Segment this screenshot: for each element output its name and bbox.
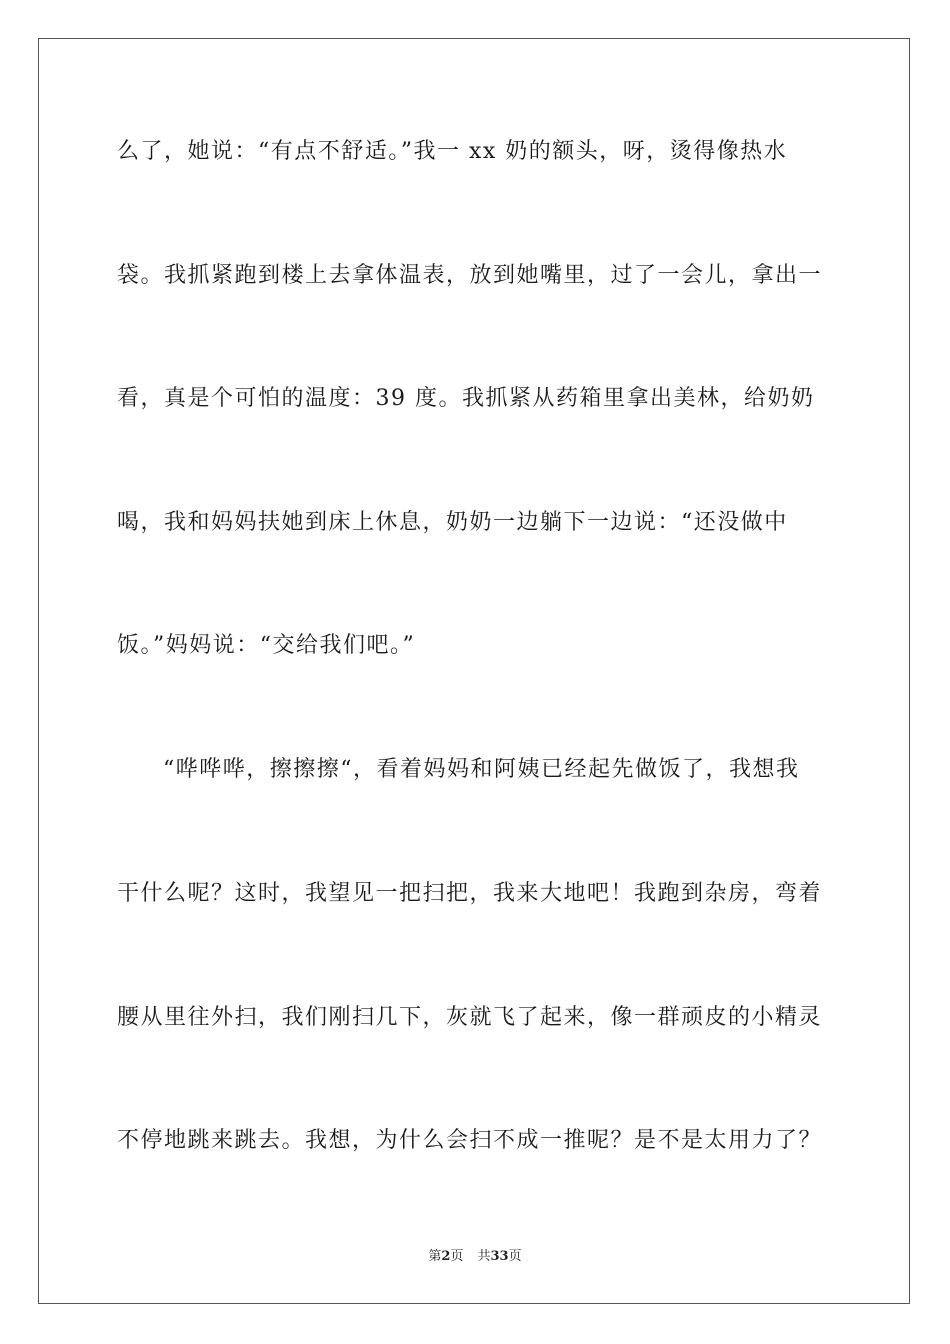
total-suffix: 页 — [508, 1249, 522, 1264]
text-line: 腰从里往外扫，我们刚扫几下，灰就飞了起来，像一群顽皮的小精灵 — [117, 1005, 823, 1030]
text-line: 看，真是个可怕的温度：39 度。我抓紧从药箱里拿出美林，给奶奶 — [117, 386, 815, 411]
total-pages: 33 — [490, 1249, 509, 1264]
text-line: 干什么呢？这时，我望见一把扫把，我来大地吧！我跑到杂房，弯着 — [117, 881, 823, 906]
text-line: 不停地跳来跳去。我想，为什么会扫不成一推呢？是不是太用力了？ — [117, 1128, 823, 1153]
text-line: 饭。”妈妈说：“交给我们吧。” — [117, 633, 416, 658]
paragraph-first-line: “哗哗哗，擦擦擦“，看着妈妈和阿姨已经起先做饭了，我想我 — [163, 757, 800, 782]
text-line: 么了，她说：“有点不舒适。”我一 xx 奶的额头，呀，烫得像热水 — [117, 139, 788, 164]
page-footer — [0, 1248, 950, 1266]
page-border — [38, 38, 910, 1304]
text-line: 袋。我抓紧跑到楼上去拿体温表，放到她嘴里，过了一会儿，拿出一 — [117, 263, 823, 288]
text-line: 喝，我和妈妈扶她到床上休息，奶奶一边躺下一边说：“还没做中 — [117, 510, 788, 535]
page-suffix: 页 — [450, 1249, 464, 1264]
page-number: 2 — [441, 1249, 451, 1264]
total-prefix: 共 — [477, 1249, 491, 1264]
page-prefix: 第 — [428, 1249, 442, 1264]
